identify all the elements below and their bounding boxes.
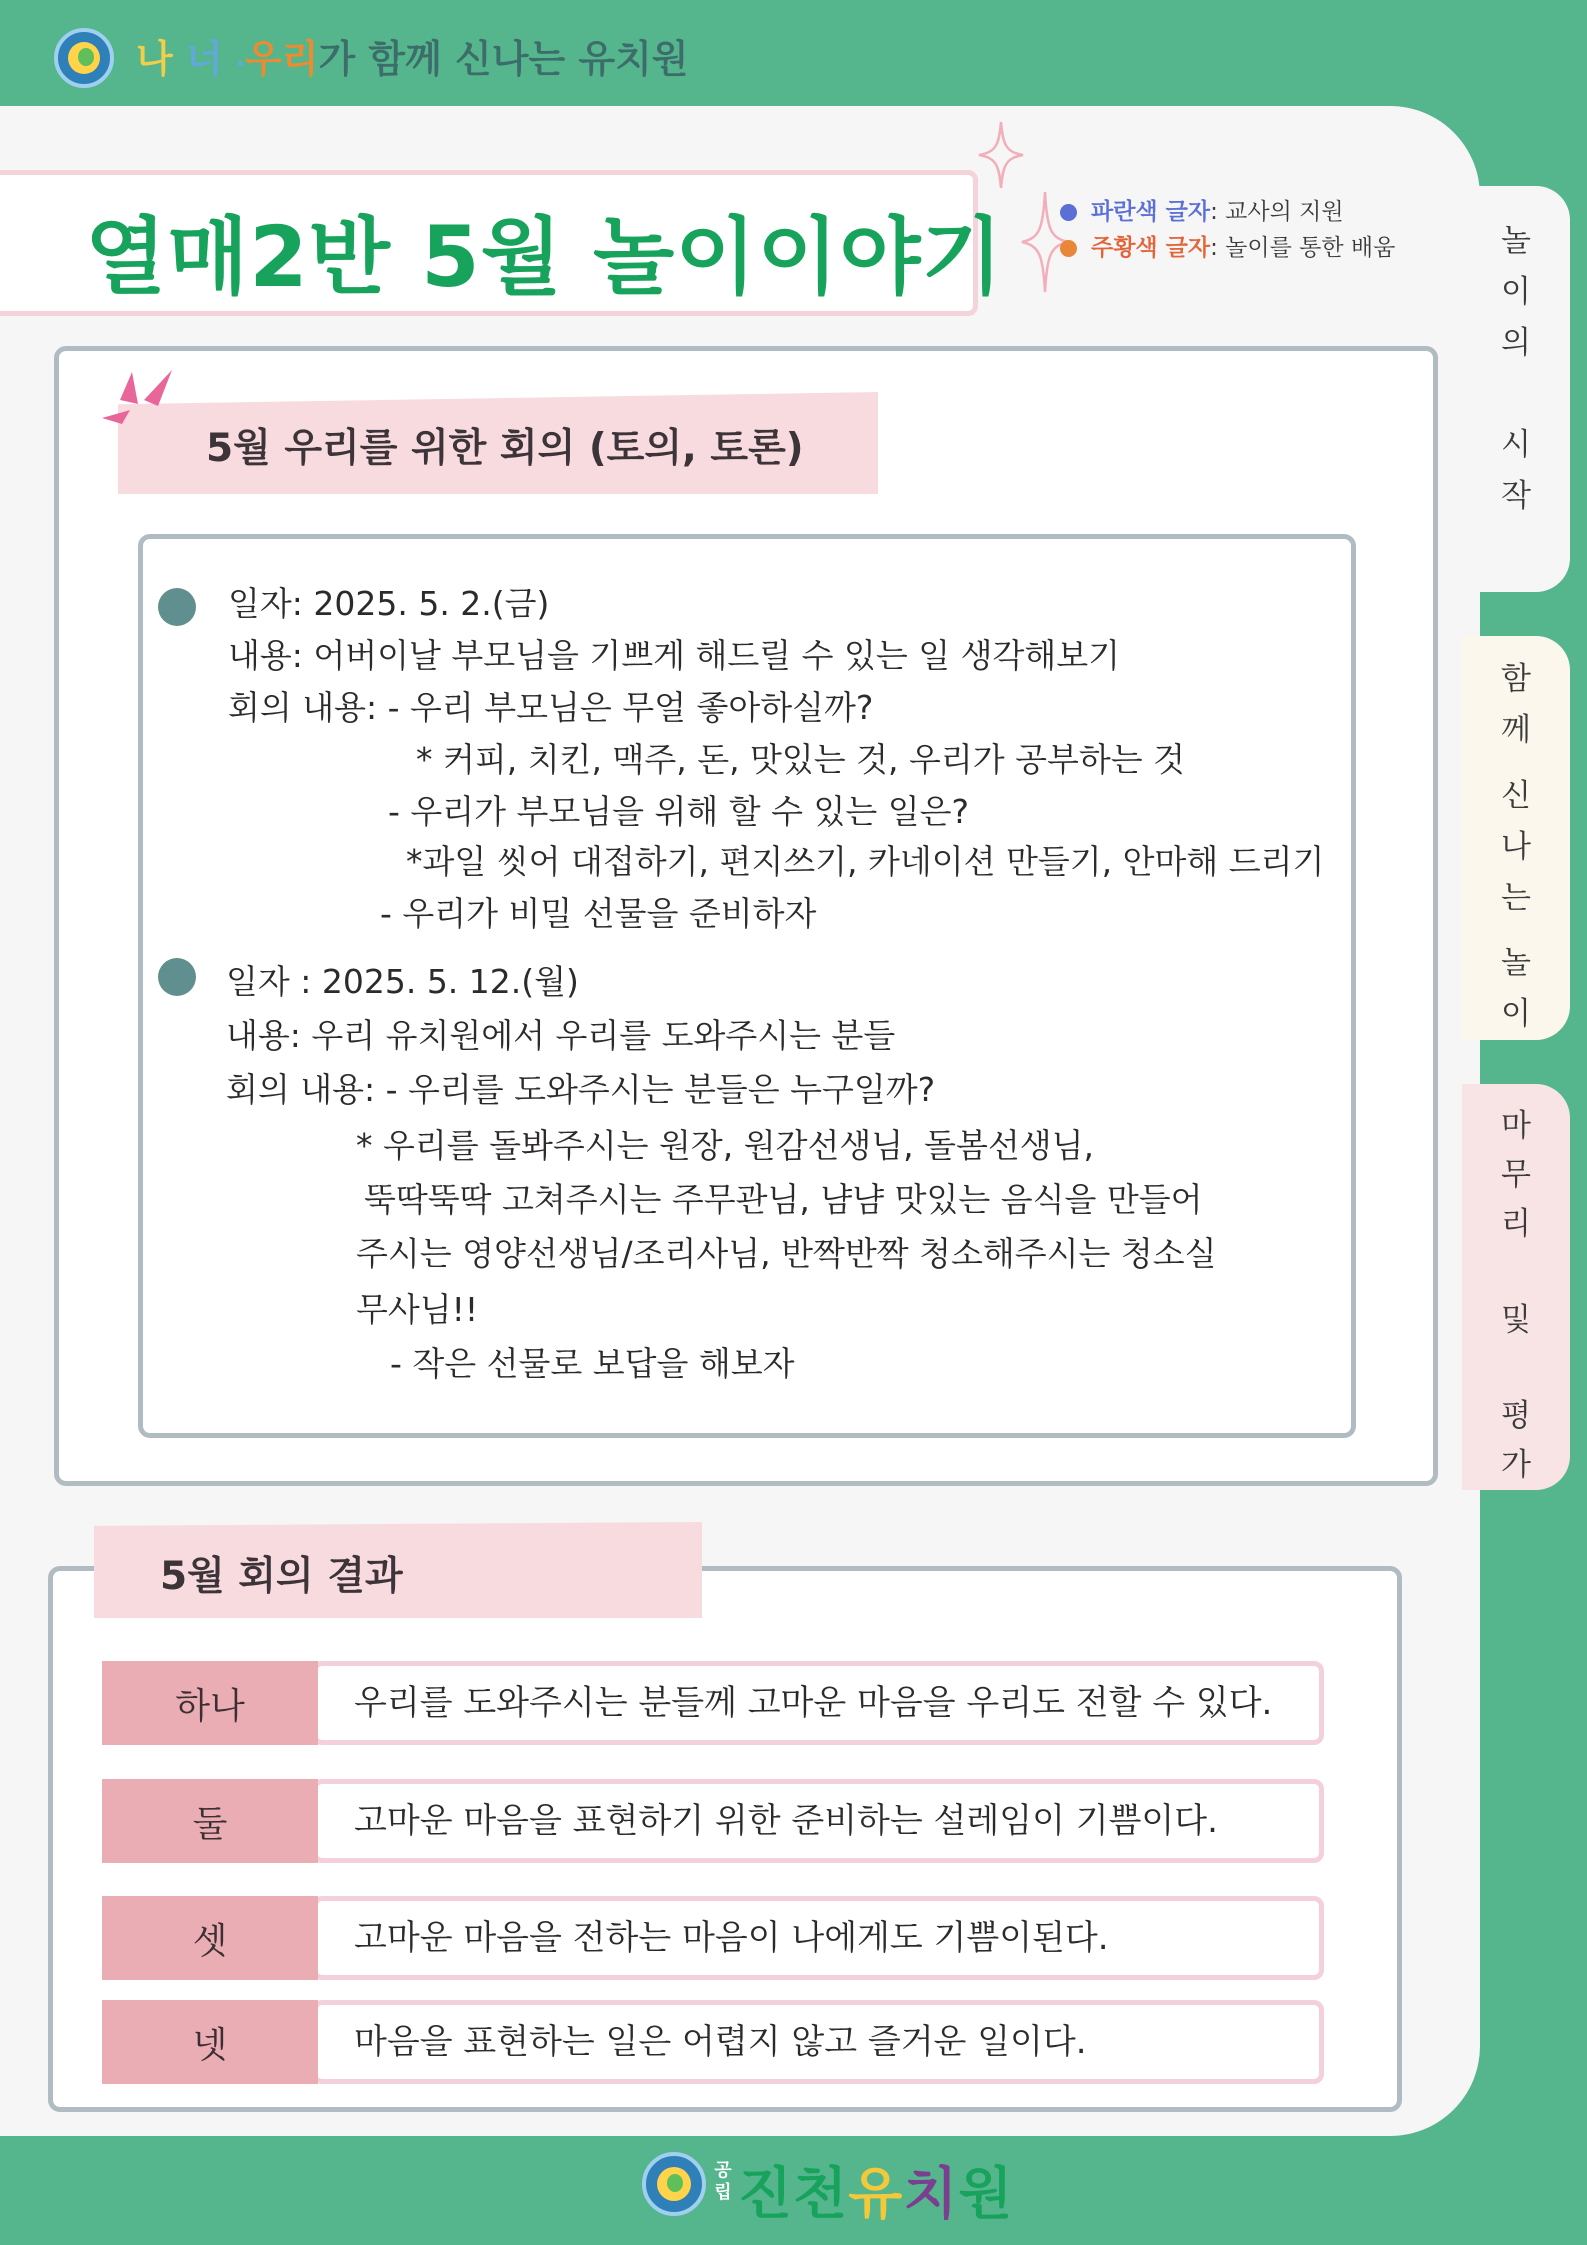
meeting-line: - 우리가 비밀 선물을 준비하자 — [380, 894, 817, 933]
orange-dot-icon — [1060, 240, 1077, 257]
slogan-part: 가 함께 신나는 유치원 — [318, 37, 689, 81]
result-row — [102, 1661, 1324, 1745]
footer-name-part: 치 — [903, 2162, 959, 2227]
side-tab-label: 함 께 신 나 는 놀 이 — [1501, 661, 1531, 1032]
meeting-section-title: 5월 우리를 위한 회의 (토의, 토론) — [206, 426, 804, 471]
meeting-line: 무사님!! — [356, 1290, 479, 1329]
footer-name-part: 원 — [958, 2162, 1014, 2227]
result-text: 고마운 마음을 표현하기 위한 준비하는 설레임이 기쁨이다. — [354, 1801, 1218, 1841]
legend-desc: : 교사의 지원 — [1210, 199, 1344, 225]
burst-icon — [92, 366, 182, 436]
side-tab-play-together[interactable] — [1462, 636, 1570, 1040]
kindergarten-logo-icon — [642, 2152, 706, 2216]
slogan-part: 우리 — [245, 37, 319, 81]
footer-name-part: 진천 — [738, 2162, 849, 2227]
legend-blue — [1060, 194, 1395, 230]
result-row — [102, 2000, 1324, 2084]
slogan-part: 나 — [136, 37, 173, 81]
result-row — [102, 1896, 1324, 1980]
side-tab-label: 놀 이 의 시 작 — [1501, 223, 1531, 514]
legend-label: 파란색 글자 — [1091, 199, 1211, 225]
meeting-line: 회의 내용: - 우리 부모님은 무얼 좋아하실까? — [228, 688, 874, 727]
footer-kindergarten-name — [738, 2150, 1014, 2230]
blue-dot-icon — [1060, 204, 1077, 221]
result-text: 우리를 도와주시는 분들께 고마운 마음을 우리도 전할 수 있다. — [354, 1683, 1273, 1723]
legend-desc: : 놀이를 통한 배움 — [1210, 235, 1396, 261]
meeting-line: 회의 내용: - 우리를 도와주시는 분들은 누구일까? — [226, 1070, 936, 1109]
result-label: 하나 — [102, 1661, 318, 1745]
meeting-line: 뚝딱뚝딱 고쳐주시는 주무관님, 냠냠 맛있는 음식을 만들어 — [364, 1180, 1203, 1219]
result-label: 둘 — [102, 1779, 318, 1863]
color-legend — [1060, 194, 1395, 266]
slogan-dot: · — [235, 50, 246, 78]
side-tab-label: 마 무 리 및 평 가 — [1501, 1108, 1531, 1483]
meeting-line: *과일 씻어 대접하기, 편지쓰기, 카네이션 만들기, 안마해 드리기 — [406, 842, 1325, 881]
legend-orange — [1060, 230, 1395, 266]
side-tab-wrap-up[interactable] — [1462, 1084, 1570, 1490]
meeting-topic: 내용: 우리 유치원에서 우리를 도와주시는 분들 — [226, 1016, 896, 1055]
legend-label: 주황색 글자 — [1091, 235, 1211, 261]
bullet-icon — [158, 958, 196, 996]
bullet-icon — [158, 588, 196, 626]
result-label: 넷 — [102, 2000, 318, 2084]
results-section-title: 5월 회의 결과 — [160, 1554, 403, 1599]
result-text: 고마운 마음을 전하는 마음이 나에게도 기쁨이된다. — [354, 1918, 1109, 1958]
result-row — [102, 1779, 1324, 1863]
meeting-line: * 커피, 치킨, 맥주, 돈, 맛있는 것, 우리가 공부하는 것 — [416, 740, 1186, 779]
kindergarten-logo-icon — [54, 28, 114, 88]
meeting-topic: 내용: 어버이날 부모님을 기쁘게 해드릴 수 있는 일 생각해보기 — [228, 636, 1120, 675]
sparkle-icon — [976, 120, 1026, 190]
header — [0, 0, 1587, 108]
page-title: 열매2반 5월 놀이이야기 — [85, 208, 1004, 306]
side-tab-play-start[interactable] — [1462, 186, 1570, 592]
footer-public-label: 공립 — [714, 2160, 732, 2203]
meeting-date: 일자 : 2025. 5. 12.(월) — [226, 962, 579, 1001]
result-label: 셋 — [102, 1896, 318, 1980]
result-text: 마음을 표현하는 일은 어렵지 않고 즐거운 일이다. — [354, 2022, 1087, 2062]
slogan-part: 너 — [185, 37, 223, 81]
meeting-date: 일자: 2025. 5. 2.(금) — [228, 584, 550, 623]
meeting-line: * 우리를 돌봐주시는 원장, 원감선생님, 돌봄선생님, — [356, 1126, 1094, 1165]
footer-name-part: 유 — [848, 2162, 904, 2227]
slogan — [136, 28, 689, 83]
meeting-line: - 우리가 부모님을 위해 할 수 있는 일은? — [388, 792, 970, 831]
meeting-line: - 작은 선물로 보답을 해보자 — [390, 1344, 795, 1383]
meeting-line: 주시는 영양선생님/조리사님, 반짝반짝 청소해주시는 청소실 — [356, 1234, 1217, 1273]
